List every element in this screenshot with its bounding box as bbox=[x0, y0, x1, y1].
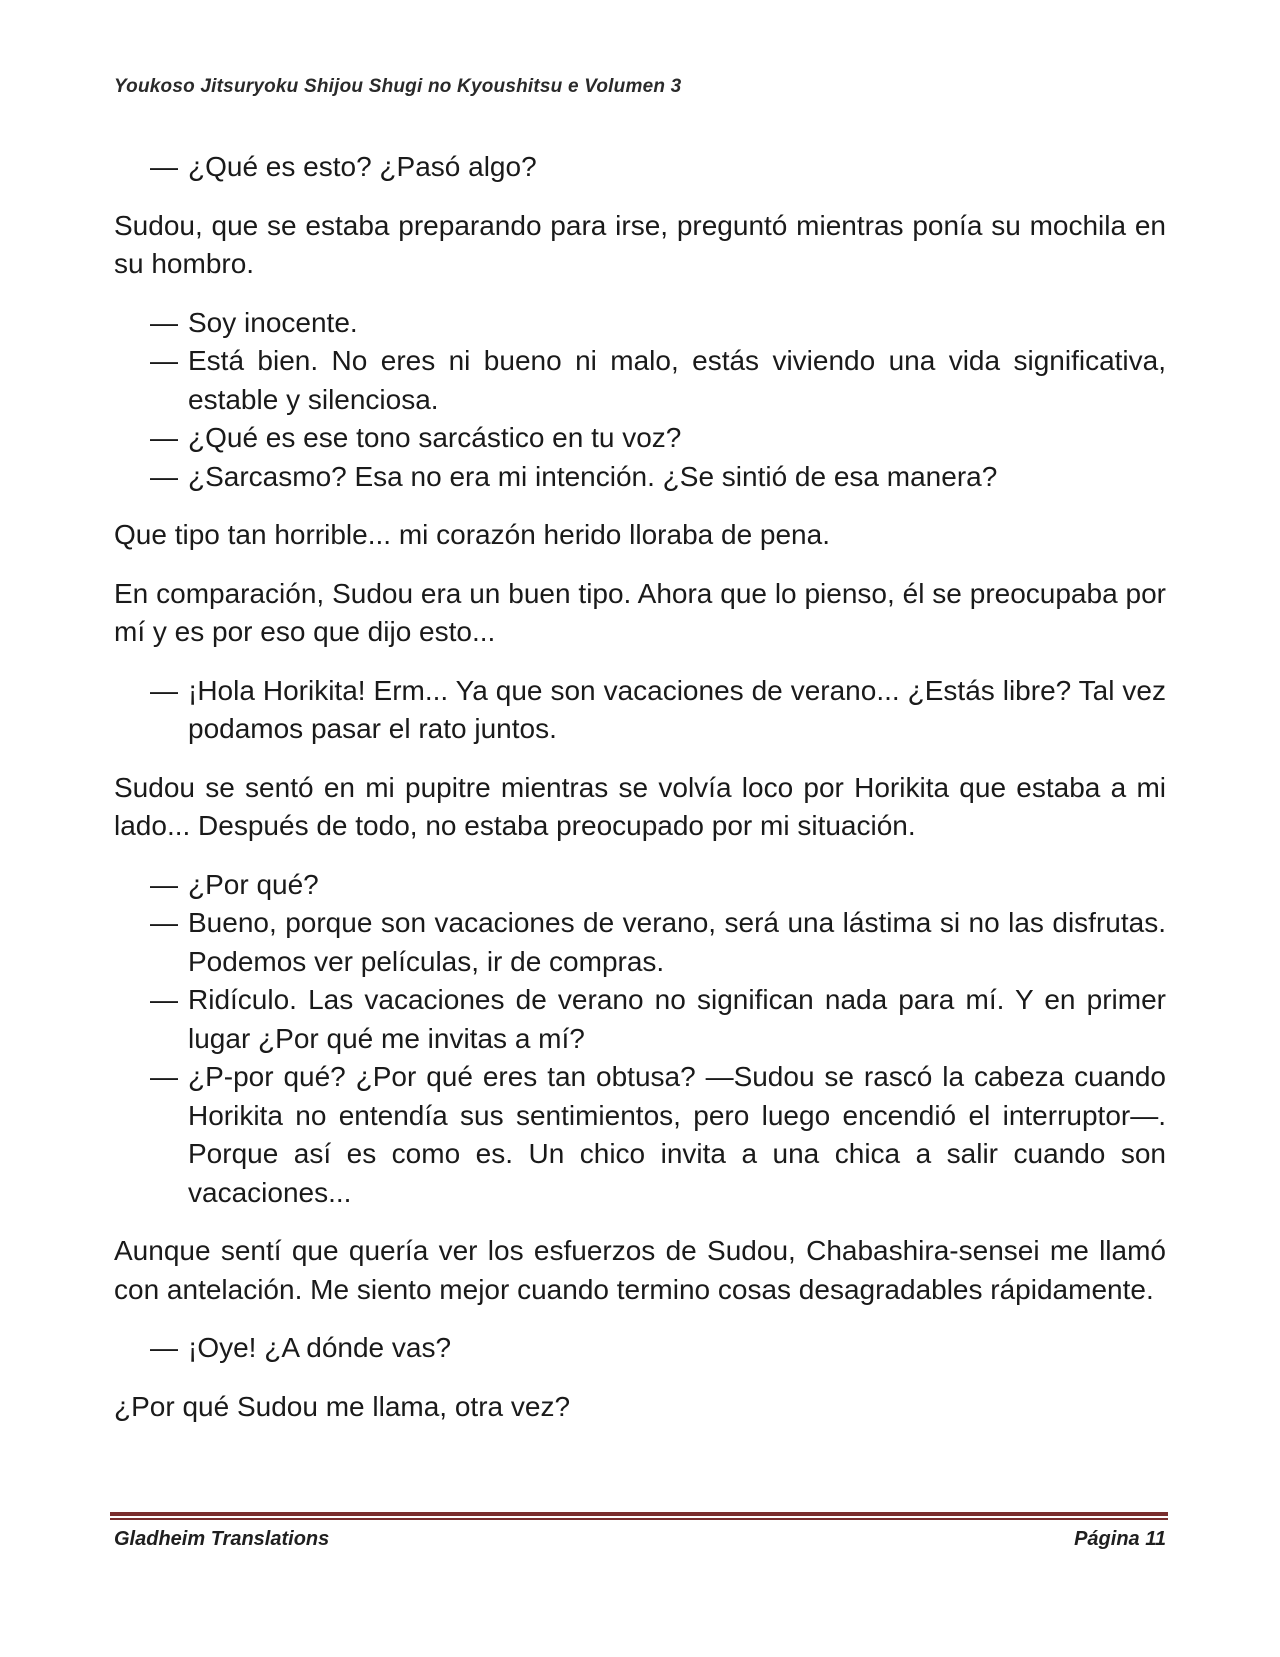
dialogue-dash: — bbox=[150, 151, 178, 182]
footer-rule-thin bbox=[110, 1518, 1168, 1520]
dialogue-line bbox=[114, 1329, 1166, 1368]
dialogue-line bbox=[114, 1058, 1166, 1212]
footer-publisher: Gladheim Translations bbox=[114, 1528, 330, 1550]
dialogue-dash: — bbox=[150, 1061, 178, 1092]
dialogue-dash: — bbox=[150, 1332, 178, 1363]
footer-page-number: Página 11 bbox=[1074, 1528, 1166, 1550]
dialogue-line bbox=[114, 866, 1166, 905]
dialogue-dash: — bbox=[150, 345, 178, 376]
dialogue-block bbox=[114, 866, 1166, 1213]
dialogue-line bbox=[114, 342, 1166, 419]
footer-rule-thick bbox=[110, 1512, 1168, 1516]
paragraph: Aunque sentí que quería ver los esfuerzos de Sudou, Chabashira-sensei me llamó con antelación. Me siento mejor cuando termino cosas desagradables rápidamente. bbox=[114, 1235, 1166, 1305]
dialogue-dash: — bbox=[150, 868, 178, 900]
dialogue-text: ¿Qué es esto? ¿Pasó algo? bbox=[188, 151, 537, 182]
dialogue-text: ¿Qué es ese tono sarcástico en tu voz? bbox=[188, 422, 682, 453]
dialogue-block bbox=[114, 672, 1166, 749]
paragraph: Sudou se sentó en mi pupitre mientras se volvía loco por Horikita que estaba a mi lado... Después de todo, no estaba preocupado por mi situación. bbox=[114, 771, 1166, 841]
dialogue-dash: — bbox=[150, 460, 178, 492]
dialogue-dash: — bbox=[150, 306, 178, 338]
dialogue-line bbox=[114, 672, 1166, 749]
paragraph: Sudou, que se estaba preparando para irse, preguntó mientras ponía su mochila en su hombro. bbox=[114, 209, 1166, 279]
paragraph: En comparación, Sudou era un buen tipo. Ahora que lo pienso, él se preocupaba por mí y es por eso que dijo esto... bbox=[114, 577, 1166, 647]
dialogue-block bbox=[114, 304, 1166, 497]
dialogue-line bbox=[114, 148, 1166, 187]
dialogue-text: Bueno, porque son vacaciones de verano, será una lástima si no las disfrutas. Podemos ver películas, ir de compras. bbox=[188, 907, 1166, 977]
dialogue-line bbox=[114, 304, 1166, 343]
dialogue-line bbox=[114, 458, 1166, 497]
dialogue-text: ¿Por qué? bbox=[188, 868, 319, 900]
dialogue-dash: — bbox=[150, 984, 178, 1015]
running-header: Youkoso Jitsuryoku Shijou Shugi no Kyoushitsu e Volumen 3 bbox=[114, 76, 682, 97]
dialogue-block bbox=[114, 1329, 1166, 1368]
dialogue-text: Soy inocente. bbox=[188, 306, 358, 338]
paragraph: ¿Por qué Sudou me llama, otra vez? bbox=[114, 1390, 571, 1422]
dialogue-text: Ridículo. Las vacaciones de verano no significan nada para mí. Y en primer lugar ¿Por qué me invitas a mí? bbox=[188, 984, 1166, 1054]
footer-rule bbox=[110, 1512, 1168, 1520]
dialogue-line bbox=[114, 981, 1166, 1058]
body-text bbox=[114, 148, 1166, 1446]
paragraph: Que tipo tan horrible... mi corazón herido lloraba de pena. bbox=[114, 519, 830, 550]
dialogue-dash: — bbox=[150, 674, 178, 706]
dialogue-line bbox=[114, 419, 1166, 458]
dialogue-text: ¡Hola Horikita! Erm... Ya que son vacaciones de verano... ¿Estás libre? Tal vez podamos pasar el rato juntos. bbox=[188, 674, 1166, 744]
dialogue-text: ¿P-por qué? ¿Por qué eres tan obtusa? —Sudou se rascó la cabeza cuando Horikita no entendía sus sentimientos, pero luego encendió el interruptor—. Porque así es como es. Un chico invita a una chica a salir cuando son vacaciones... bbox=[188, 1061, 1166, 1208]
dialogue-dash: — bbox=[150, 907, 178, 938]
dialogue-text: ¿Sarcasmo? Esa no era mi intención. ¿Se sintió de esa manera? bbox=[188, 460, 998, 492]
dialogue-line bbox=[114, 904, 1166, 981]
dialogue-dash: — bbox=[150, 422, 178, 453]
dialogue-text: Está bien. No eres ni bueno ni malo, estás viviendo una vida significativa, estable y silenciosa. bbox=[188, 345, 1166, 415]
dialogue-block bbox=[114, 148, 1166, 187]
dialogue-text: ¡Oye! ¿A dónde vas? bbox=[188, 1332, 452, 1363]
